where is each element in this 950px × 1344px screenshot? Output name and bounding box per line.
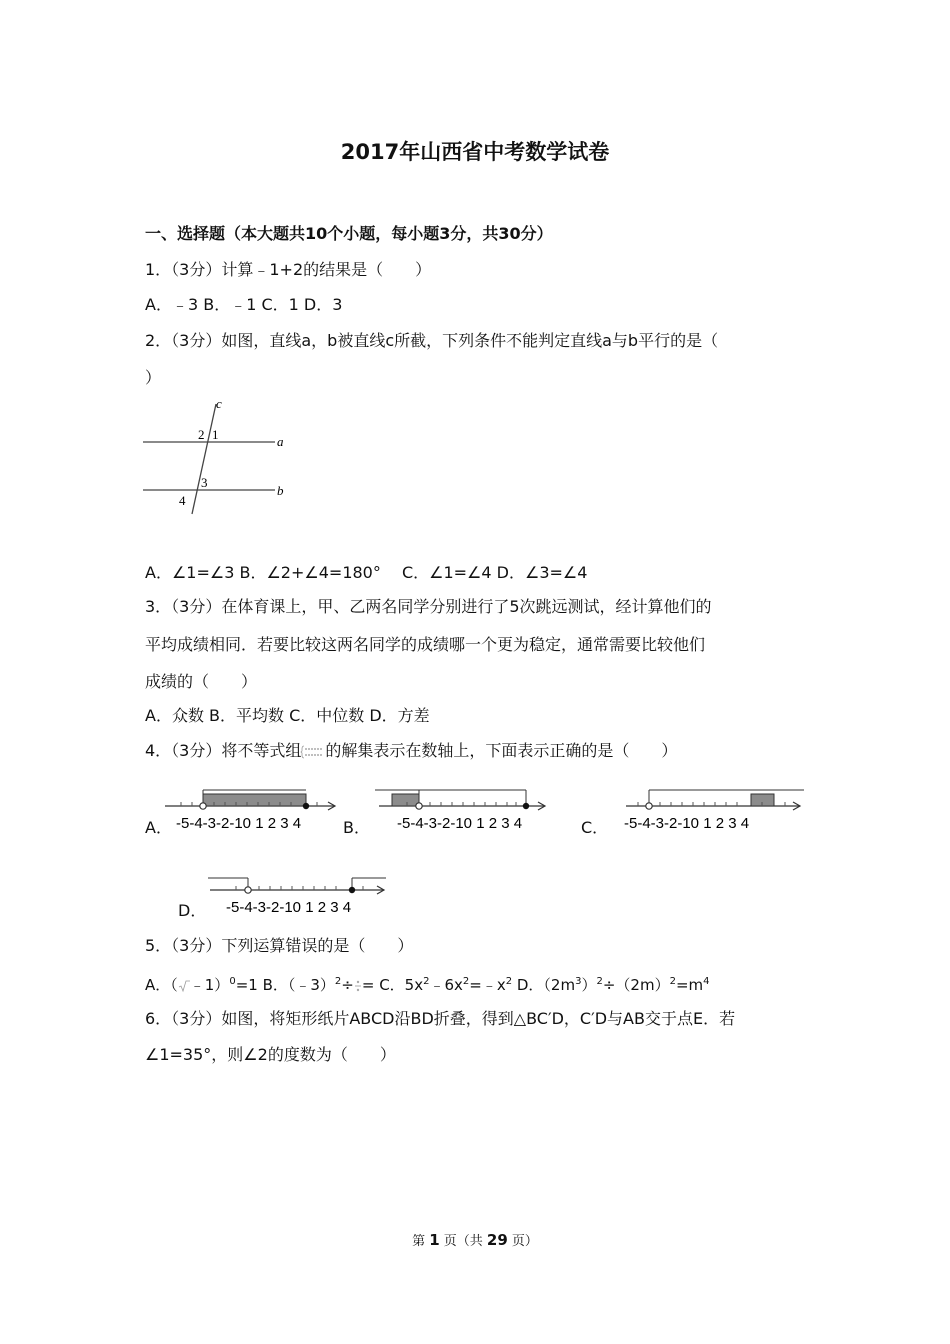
fig-angle-2: 2	[198, 427, 205, 442]
number-line-a	[163, 786, 343, 834]
q2-parallel-lines-figure	[140, 394, 300, 519]
q2-stem-line2: ）	[145, 368, 162, 387]
tick-labels-d: -5-4-3-2-10 1 2 3 4	[226, 899, 352, 916]
q5-text: A．（	[145, 976, 178, 994]
q5-options	[145, 970, 710, 997]
fig-angle-4: 4	[179, 493, 186, 508]
q5-sup: 2	[505, 976, 513, 987]
q1-options: A．﹣3 B．﹣1 C．1 D．3	[145, 295, 343, 314]
q5-text: ÷（2m）	[602, 976, 670, 994]
number-line-c	[622, 784, 808, 834]
page-title: 2017年山西省中考数学试卷	[340, 140, 610, 164]
q2-stem-line1: 2．（3分）如图，直线a，b被直线c所截，下列条件不能判定直线a与b平行的是（	[145, 331, 719, 350]
q5-sup: 2	[462, 976, 470, 987]
q4-option-b-label: B．	[343, 818, 370, 837]
q5-sup: 3	[575, 976, 582, 987]
section-heading: 一、选择题（本大题共10个小题，每小题3分，共30分）	[145, 224, 553, 243]
fig-label-a: a	[277, 434, 284, 449]
page-footer	[0, 1230, 950, 1249]
number-line-b	[373, 786, 553, 834]
fraction-icon	[354, 979, 362, 993]
q5-text: ）	[581, 976, 597, 994]
q6-line1: 6．（3分）如图，将矩形纸片ABCD沿BD折叠，得到△BC′D，C′D与AB交于点E．若	[145, 1009, 736, 1028]
tick-labels-c: -5-4-3-2-10 1 2 3 4	[624, 815, 750, 832]
q5-sup: 2	[669, 976, 676, 987]
q5-sup: 2	[596, 976, 603, 987]
q4-option-c-label: C．	[581, 818, 609, 837]
footer-text: 页（共	[439, 1234, 487, 1249]
q5-sup: 4	[703, 976, 710, 987]
q5-sup: 2	[334, 976, 342, 987]
q5-text: ﹣6x	[429, 976, 463, 994]
q5-text: =1 B．（﹣3）	[235, 976, 335, 994]
q5-text: =m	[675, 976, 704, 994]
q4-stem-after: 的解集表示在数轴上，下面表示正确的是（ ）	[325, 741, 678, 760]
q3-line3: 成绩的（ ）	[145, 672, 258, 691]
q5-text: ﹣1）	[189, 976, 230, 994]
q5-stem: 5．（3分）下列运算错误的是（ ）	[145, 936, 414, 955]
q5-text: ÷	[341, 976, 354, 994]
total-pages: 29	[486, 1231, 508, 1249]
q5-text: D．（2m	[512, 976, 576, 994]
page-number: 1	[429, 1231, 440, 1249]
q5-text: = C．5x	[361, 976, 424, 994]
q4-stem	[145, 739, 677, 763]
number-line-d	[206, 872, 392, 918]
q6-line2: ∠1=35°，则∠2的度数为（ ）	[145, 1045, 396, 1064]
q3-line2: 平均成绩相同．若要比较这两名同学的成绩哪一个更为稳定，通常需要比较他们	[145, 635, 706, 654]
q5-text: =﹣x	[469, 976, 506, 994]
tick-labels-a: -5-4-3-2-10 1 2 3 4	[176, 815, 302, 832]
q4-option-d-label: D．	[178, 901, 207, 920]
q5-sup: 0	[229, 976, 236, 987]
q4-stem-before: 4．（3分）将不等式组	[145, 741, 302, 760]
sqrt3-icon	[178, 980, 190, 992]
fig-label-b: b	[277, 483, 284, 498]
q2-options: A．∠1=∠3 B．∠2+∠4=180° C．∠1=∠4 D．∠3=∠4	[145, 563, 588, 582]
fig-angle-3: 3	[201, 475, 208, 490]
footer-text: 第	[412, 1234, 430, 1249]
fig-angle-1: 1	[212, 427, 219, 442]
q3-options: A．众数 B．平均数 C．中位数 D．方差	[145, 706, 430, 725]
q3-line1: 3．（3分）在体育课上，甲、乙两名同学分别进行了5次跳远测试，经计算他们的	[145, 597, 712, 616]
fig-label-c: c	[216, 396, 222, 411]
q4-option-a-label: A．	[145, 818, 172, 837]
footer-text: 页）	[507, 1234, 538, 1249]
q5-sup: 2	[423, 976, 430, 987]
inequality-system-icon	[301, 744, 325, 760]
q1-stem: 1．（3分）计算﹣1+2的结果是（ ）	[145, 260, 432, 279]
tick-labels-b: -5-4-3-2-10 1 2 3 4	[397, 815, 523, 832]
